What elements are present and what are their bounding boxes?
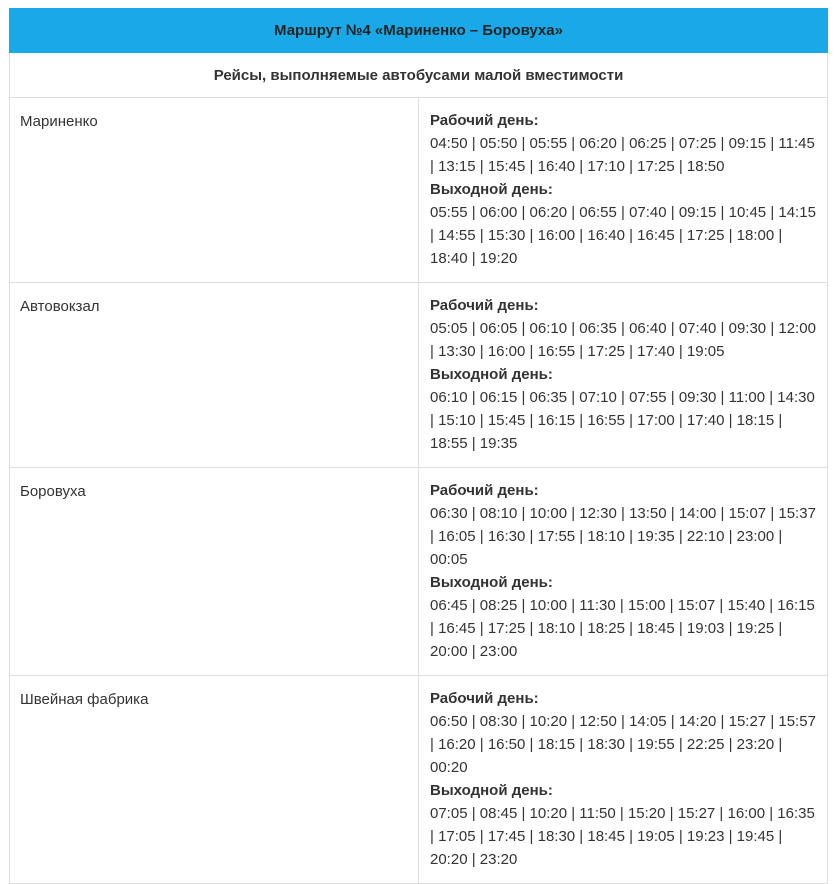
- workday-times: 06:50 | 08:30 | 10:20 | 12:50 | 14:05 | 14:20 | 15:27 | 15:57 | 16:20 | 16:50 | 18:15 | 18:30 | 19:55 | 22:25 | 23:20 | 00:20: [430, 713, 816, 776]
- schedule-subtitle: Рейсы, выполняемые автобусами малой вместимости: [10, 53, 828, 98]
- stop-name: Мариненко: [10, 98, 419, 283]
- stop-name: Швейная фабрика: [10, 676, 419, 884]
- times-cell: [419, 283, 828, 468]
- times-cell: [419, 676, 828, 884]
- workday-times: 04:50 | 05:50 | 05:55 | 06:20 | 06:25 | 07:25 | 09:15 | 11:45 | 13:15 | 15:45 | 16:40 | 17:10 | 17:25 | 18:50: [430, 135, 815, 175]
- stop-name: Автовокзал: [10, 283, 419, 468]
- subtitle-row: [10, 53, 828, 98]
- workday-label: Рабочий день:: [430, 297, 539, 314]
- table-row: [10, 98, 828, 283]
- weekend-label: Выходной день:: [430, 574, 553, 591]
- weekend-times: 06:10 | 06:15 | 06:35 | 07:10 | 07:55 | 09:30 | 11:00 | 14:30 | 15:10 | 15:45 | 16:15 | 16:55 | 17:00 | 17:40 | 18:15 | 18:55 | 19:35: [430, 389, 815, 452]
- weekend-times: 06:45 | 08:25 | 10:00 | 11:30 | 15:00 | 15:07 | 15:40 | 16:15 | 16:45 | 17:25 | 18:10 | 18:25 | 18:45 | 19:03 | 19:25 | 20:00 | 23:00: [430, 597, 815, 660]
- workday-label: Рабочий день:: [430, 690, 539, 707]
- weekend-times: 07:05 | 08:45 | 10:20 | 11:50 | 15:20 | 15:27 | 16:00 | 16:35 | 17:05 | 17:45 | 18:30 | 18:45 | 19:05 | 19:23 | 19:45 | 20:20 | 23:20: [430, 805, 815, 868]
- workday-times: 05:05 | 06:05 | 06:10 | 06:35 | 06:40 | 07:40 | 09:30 | 12:00 | 13:30 | 16:00 | 16:55 | 17:25 | 17:40 | 19:05: [430, 320, 816, 360]
- table-row: [10, 283, 828, 468]
- route-title: Маршрут №4 «Мариненко – Боровуха»: [10, 9, 828, 53]
- workday-times: 06:30 | 08:10 | 10:00 | 12:30 | 13:50 | 14:00 | 15:07 | 15:37 | 16:05 | 16:30 | 17:55 | 18:10 | 19:35 | 22:10 | 23:00 | 00:05: [430, 505, 816, 568]
- table-row: [10, 676, 828, 884]
- title-row: [10, 9, 828, 53]
- weekend-label: Выходной день:: [430, 782, 553, 799]
- times-cell: [419, 468, 828, 676]
- weekend-label: Выходной день:: [430, 366, 553, 383]
- table-row: [10, 468, 828, 676]
- schedule-table: [9, 8, 828, 884]
- workday-label: Рабочий день:: [430, 112, 539, 129]
- weekend-times: 05:55 | 06:00 | 06:20 | 06:55 | 07:40 | 09:15 | 10:45 | 14:15 | 14:55 | 15:30 | 16:00 | 16:40 | 16:45 | 17:25 | 18:00 | 18:40 | 19:20: [430, 204, 816, 267]
- times-cell: [419, 98, 828, 283]
- weekend-label: Выходной день:: [430, 181, 553, 198]
- stop-name: Боровуха: [10, 468, 419, 676]
- workday-label: Рабочий день:: [430, 482, 539, 499]
